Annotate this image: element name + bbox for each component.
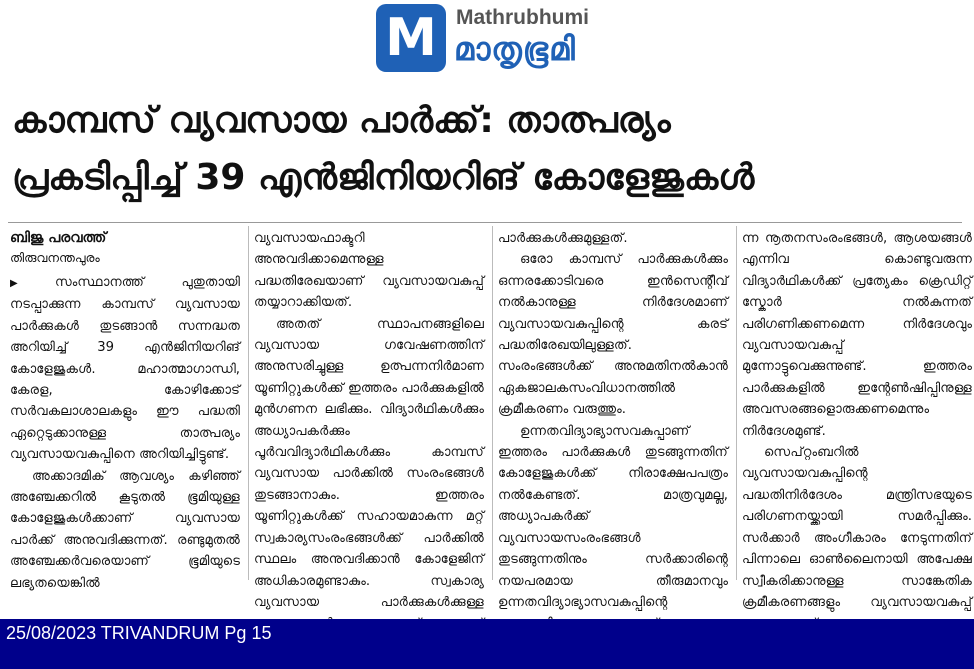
triangle-bullet-icon: ▶ (10, 278, 51, 289)
headline-line-1: കാമ്പസ് വ്യവസായ പാർക്ക്: താത്പര്യം (12, 100, 671, 141)
brand-name-english: Mathrubhumi (456, 6, 589, 29)
article-paragraph: അതത് സ്ഥാപനങ്ങളിലെ വ്യവസായ ഗവേഷണത്തിന് അനുസരിച്ചുള്ള ഉത്പന്നനിർമാണ യൂണിറ്റുകൾക്ക് ഇത്തരം പാർക്കുകളിൽ മുൻഗണന ലഭിക്കും. വിദ്യാർഥികൾക്കും അധ്യാപകർക്കും പൂർവവിദ്യാർഥികൾക്കും കാമ്പസ് വ്യവസായ പാർക്കിൽ സംരംഭങ്ങൾ തുടങ്ങാനാകും. ഇത്തരം യൂണിറ്റുകൾക്ക് സഹായമാകുന്ന മറ്റ് സ്വകാര്യസംരംഭങ്ങൾക്ക് പാർക്കിൽ സ്ഥലം അനുവദിക്കാൻ കോളേജിന് അധികാരമുണ്ടാകും. സ്വകാര്യ വ്യവസായ പാർക്കുകൾക്കുള്ള (254, 316, 484, 610)
footer-bar (0, 619, 974, 669)
article-paragraph: ന്ന നൂതനസംരംഭങ്ങൾ, ആശയങ്ങൾ എന്നിവ കൊണ്ടുവരുന്ന വിദ്യാർഥികൾക്ക് പ്രത്യേകം ക്രെഡിറ്റ് സ്കോർ നൽകുന്നത് പരിഗണിക്കണമെന്ന നിർദേശവും വ്യവസായവകുപ്പ് മുന്നോട്ടുവെക്കുന്നുണ്ട്. ഇത്തരം പാർക്കുകളിൽ ഇന്റേൺഷിപ്പിനുള്ള അവസരങ്ങളൊരുക്കണമെന്നും നിർദേശമുണ്ട്. (742, 231, 972, 439)
dateline: തിരുവനന്തപുരം (10, 250, 100, 265)
column-divider (248, 226, 249, 580)
brand-name-malayalam: മാതൃഭൂമി (454, 30, 576, 68)
article-paragraph: സെപ്റ്റംബറിൽ വ്യവസായവകുപ്പിന്റെ പദ്ധതിനിർദേശം മന്ത്രിസഭയുടെ പരിഗണനയ്ക്കായി സമർപ്പിക്കും. സർക്കാർ അംഗീകാരം നേടുന്നതിന് പിന്നാലെ ഓൺലൈനായി അപേക്ഷ സ്വീകരിക്കാനുള്ള സാങ്കേതിക ക്രമീകരണങ്ങളും വ്യവസായവകുപ്പ് (742, 445, 972, 610)
byline: ബിജു പരവത്ത് (10, 230, 107, 246)
headline (12, 92, 967, 206)
article-column-3 (498, 228, 728, 610)
mathrubhumi-logo-icon (376, 4, 446, 72)
article-column-2 (254, 228, 484, 610)
divider (8, 222, 962, 223)
article-paragraph: ഉന്നതവിദ്യാഭ്യാസവകുപ്പാണ് ഇത്തരം പാർക്കുകൾ തുടങ്ങുന്നതിന് കോളേജുകൾക്ക് നിരാക്ഷേപപത്രം നൽകേണ്ടത്. മാത്രവുമല്ല, അധ്യാപകർക്ക് വ്യവസായസംരംഭങ്ങൾ തുടങ്ങുന്നതിനും സർക്കാരിന്റെ നയപരമായ തീരുമാനവും ഉന്നതവിദ്യാഭ്യാസവകുപ്പിന്റെ (498, 423, 728, 610)
article-paragraph: വ്യവസായഫാക്ടറി അനുവദിക്കാമെന്നുള്ള പദ്ധതിരേഖയാണ് വ്യവസായവകുപ്പ് തയ്യാറാക്കിയത്. (254, 231, 484, 311)
article-paragraph: ഒരോ കാമ്പസ് പാർക്കുകൾക്കും ഒന്നരക്കോടിവരെ ഇൻസെന്റീവ് നൽകാനുള്ള നിർദേശമാണ് വ്യവസായവകുപ്പിന്റെ കരട് പദ്ധതിരേഖയിലുള്ളത്. സംരംഭങ്ങൾക്ക് അനുമതിനൽകാൻ ഏകജാലകസംവിധാനത്തിൽ ക്രമീകരണം വരുത്തും. (498, 252, 728, 418)
article-paragraph (10, 272, 240, 466)
logo-letter: M (385, 8, 437, 68)
column-divider (736, 226, 737, 580)
article-column-1 (10, 228, 240, 591)
masthead (376, 4, 676, 72)
article-paragraph: അക്കാദമിക് ആവശ്യം കഴിഞ്ഞ് അഞ്ചേക്കറിൽ കൂടുതൽ ഭൂമിയുള്ള കോളേജുകൾക്കാണ് വ്യവസായ പാർക്ക് അനുവദിക്കുന്നത്. രണ്ടുമുതൽ അഞ്ചേക്കർവരെയാണ് ഭൂമിയുടെ ലഭ്യതയെങ്കിൽ (10, 468, 240, 591)
article-column-4 (742, 228, 972, 610)
column-divider (492, 226, 493, 580)
headline-line-2: പ്രകടിപ്പിച്ച് 39 എൻജിനിയറിങ് കോളേജുകൾ (12, 157, 755, 198)
article-paragraph: പാർക്കുകൾക്കുമുള്ളത്. (498, 231, 628, 246)
edition-info: 25/08/2023 TRIVANDRUM Pg 15 (6, 623, 272, 643)
paragraph-text: സംസ്ഥാനത്ത് പുതുതായി നടപ്പാക്കുന്ന കാമ്പസ് വ്യവസായ പാർക്കുകൾ തുടങ്ങാൻ സന്നദ്ധത അറിയിച്ച് 39 എൻജിനിയറിങ് കോളേജുകൾ. മഹാത്മാഗാന്ധി, കേരള, കോഴിക്കോട് സർവകലാശാലകളും ഈ പദ്ധതി ഏറ്റെടുക്കാനുള്ള താത്പര്യം വ്യവസായവകുപ്പിനെ അറിയിച്ചിട്ടുണ്ട്. (10, 275, 240, 463)
